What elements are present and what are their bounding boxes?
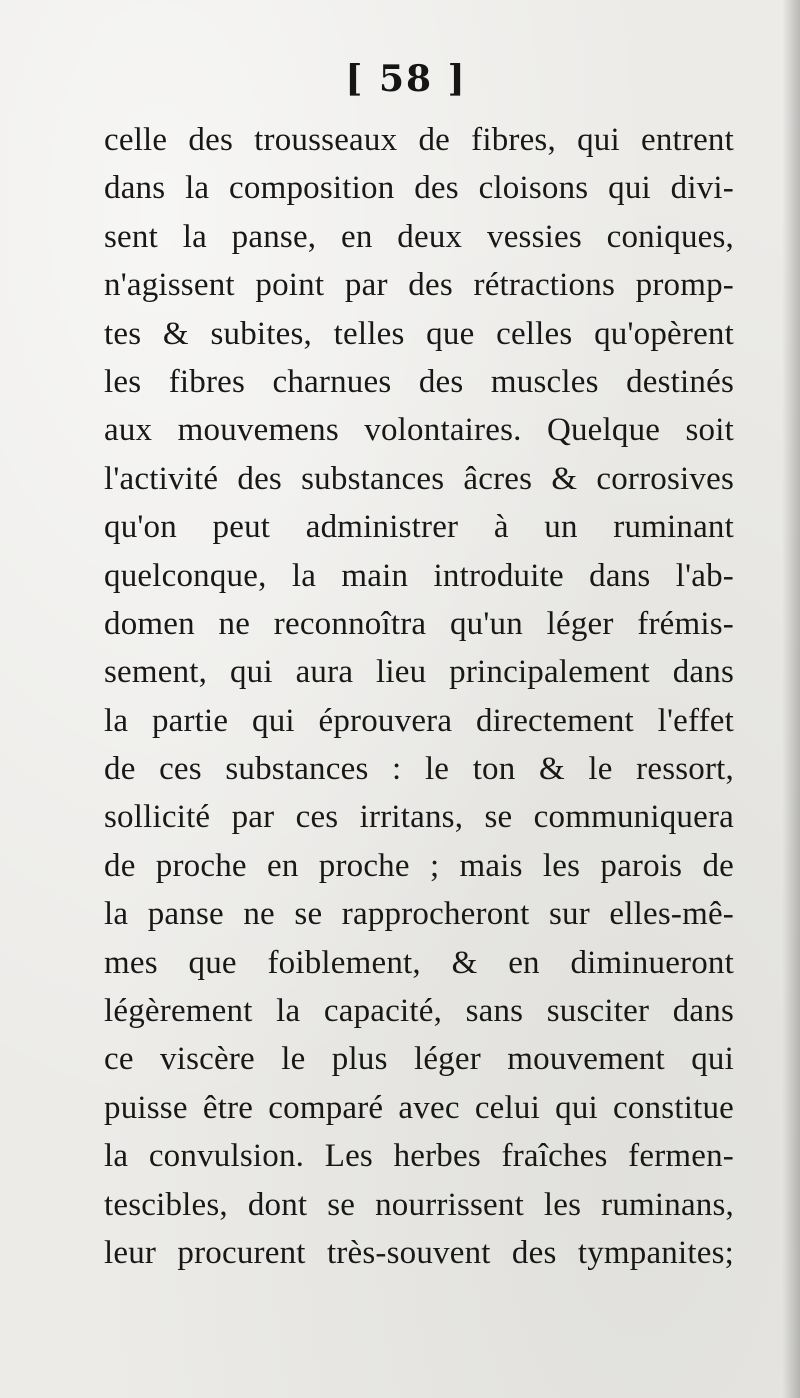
page-edge-shadow	[782, 0, 800, 1398]
text-line: leur procurent très-souvent des tympanites;	[104, 1234, 734, 1271]
text-line: les fibres charnues des muscles destinés	[104, 363, 734, 400]
page-number	[0, 58, 800, 100]
text-line: aux mouvemens volontaires. Quelque soit	[104, 412, 734, 449]
text-line: puisse être comparé avec celui qui constitue	[104, 1089, 734, 1126]
text-line: n'agissent point par des rétractions promp-	[104, 267, 734, 304]
text-line: la convulsion. Les herbes fraîches fermen-	[104, 1138, 734, 1175]
text-line: qu'on peut administrer à un ruminant	[104, 509, 734, 546]
text-line: dans la composition des cloisons qui divi-	[104, 170, 734, 207]
text-line: tes & subites, telles que celles qu'opèrent	[104, 315, 734, 352]
text-line: sent la panse, en deux vessies coniques,	[104, 218, 734, 255]
text-line: de proche en proche ; mais les parois de	[104, 847, 734, 884]
text-line: la panse ne se rapprocheront sur elles-mê-	[104, 896, 734, 933]
text-line: tescibles, dont se nourrissent les ruminans,	[104, 1186, 734, 1223]
page-number-text: [ 58 ]	[345, 58, 467, 100]
body-text	[104, 116, 734, 1277]
text-line: ce viscère le plus léger mouvement qui	[104, 1041, 734, 1078]
text-line: de ces substances : le ton & le ressort,	[104, 751, 734, 788]
text-line: celle des trousseaux de fibres, qui entrent	[104, 122, 734, 158]
text-line: mes que foiblement, & en diminueront	[104, 944, 734, 981]
text-line: légèrement la capacité, sans susciter dans	[104, 993, 734, 1030]
text-line: domen ne reconnoîtra qu'un léger frémis-	[104, 605, 734, 642]
text-line: la partie qui éprouvera directement l'effet	[104, 702, 734, 739]
text-line: sollicité par ces irritans, se communiquera	[104, 799, 734, 836]
text-line: l'activité des substances âcres & corrosives	[104, 460, 734, 497]
text-line: quelconque, la main introduite dans l'ab-	[104, 557, 734, 594]
text-line: sement, qui aura lieu principalement dans	[104, 654, 734, 691]
